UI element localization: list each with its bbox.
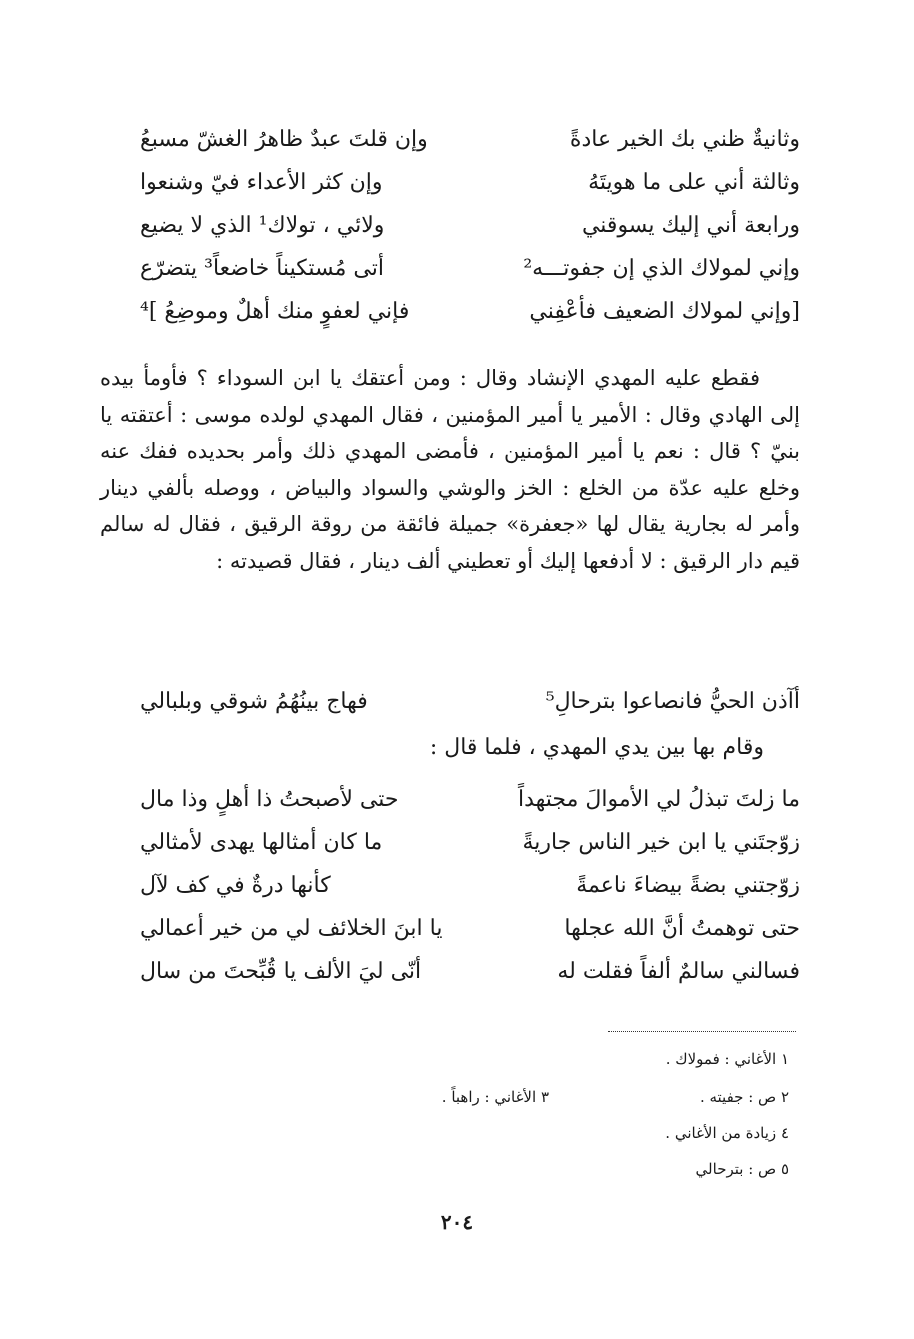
verse-second-hemistich: ولائي ، تولاك¹ الذي لا يضيع: [140, 213, 385, 238]
verse-line: [140, 161, 800, 204]
verse-second-hemistich: كأنها درةٌ في كف لآل: [140, 873, 331, 898]
verse-line: [140, 290, 800, 333]
verse-first-hemistich: وثانيةٌ ظني بك الخير عادةً: [569, 127, 800, 152]
footnote-3: ٣ الأغاني : راهباً .: [441, 1088, 549, 1106]
verse-line: [140, 821, 800, 864]
verse-second-hemistich: وإن قلتَ عبدٌ ظاهرُ الغشّ مسبعُ: [140, 127, 428, 152]
footnote-2: ٢ ص : جفيته .: [699, 1088, 789, 1106]
prose-paragraph: [100, 360, 800, 579]
verse-line: [140, 950, 800, 993]
footnote-5: ٥ ص : بترحالي: [695, 1160, 789, 1178]
verse-second-hemistich: فإني لعفوٍ منك أهلٌ وموضِعُ ]⁴: [140, 299, 410, 324]
poem-single-verse: [140, 680, 800, 723]
verse-first-hemistich: ورابعة أني إليك يسوقني: [581, 213, 800, 238]
verse-second-hemistich: يا ابنَ الخلائف لي من خير أعمالي: [140, 916, 443, 941]
verse-line: [140, 118, 800, 161]
verse-first-hemistich: زوّجتَني يا ابن خير الناس جاريةً: [522, 830, 800, 855]
verse-first-hemistich: وثالثة أني على ما هويتَهُ: [588, 170, 800, 195]
verse-line: [140, 778, 800, 821]
verse-line: [140, 907, 800, 950]
transition-line: وقام بها بين يدي المهدي ، فلما قال :: [429, 735, 764, 760]
footnote-1: ١ الأغاني : فمولاك .: [665, 1050, 789, 1068]
verse-second-hemistich: حتى لأصبحتُ ذا أهلٍ وذا مال: [140, 787, 399, 812]
verse-first-hemistich: أآذن الحيُّ فانصاعوا بترحالِ⁵: [545, 689, 800, 714]
poem-second: [140, 778, 800, 993]
verse-second-hemistich: ما كان أمثالها يهدى لأمثالي: [140, 830, 383, 855]
footnote-4: ٤ زيادة من الأغاني .: [665, 1124, 789, 1142]
verse-first-hemistich: وإني لمولاك الذي إن جفوتـــه²: [523, 256, 800, 281]
verse-first-hemistich: فسالني سالمٌ ألفاً فقلت له: [557, 959, 800, 984]
verse-second-hemistich: أتى مُستكيناً خاضعاً³ يتضرّع: [140, 256, 384, 281]
footnote-separator: [608, 1031, 796, 1032]
verse-second-hemistich: فهاج بينُهُمُ شوقي وبلبالي: [140, 689, 368, 714]
page-number: ٢٠٤: [440, 1210, 474, 1234]
verse-line: [140, 680, 800, 723]
verse-line: [140, 204, 800, 247]
verse-line: [140, 247, 800, 290]
prose-text: فقطع عليه المهدي الإنشاد وقال : ومن أعتقك يا ابن السوداء ؟ فأومأ بيده إلى الهادي وقال : الأمير يا أمير المؤمنين ، فقال المهدي لولده موسى : أعتقته يا بنيّ ؟ قال : نعم يا أمير المؤمنين ، فأمضى المهدي ذلك وأمر بحديده ففك عنه وخلع عليه عدّة من الخلع : الخز والوشي والسواد والبياض ، ووصله بألفي دينار وأمر له بجارية يقال لها «جعفرة» جميلة فائقة من روقة الرقيق ، فقال له سالم قيم دار الرقيق : لا أدفعها إليك أو تعطيني ألف دينار ، فقال قصيدته :: [100, 366, 800, 573]
verse-line: [140, 864, 800, 907]
verse-first-hemistich: زوّجتني بضةً بيضاءَ ناعمةً: [576, 873, 800, 898]
verse-first-hemistich: [وإني لمولاك الضعيف فأعْفِني: [529, 299, 800, 324]
verse-second-hemistich: وإن كثر الأعداء فيّ وشنعوا: [140, 170, 383, 195]
verse-first-hemistich: حتى توهمتُ أنَّ الله عجلها: [564, 916, 800, 941]
verse-first-hemistich: ما زلتَ تبذلُ لي الأموالَ مجتهداً: [517, 787, 800, 812]
poem-first: [140, 118, 800, 333]
verse-second-hemistich: أنّى ليَ الألف يا قُبِّحتَ من سال: [140, 959, 422, 984]
